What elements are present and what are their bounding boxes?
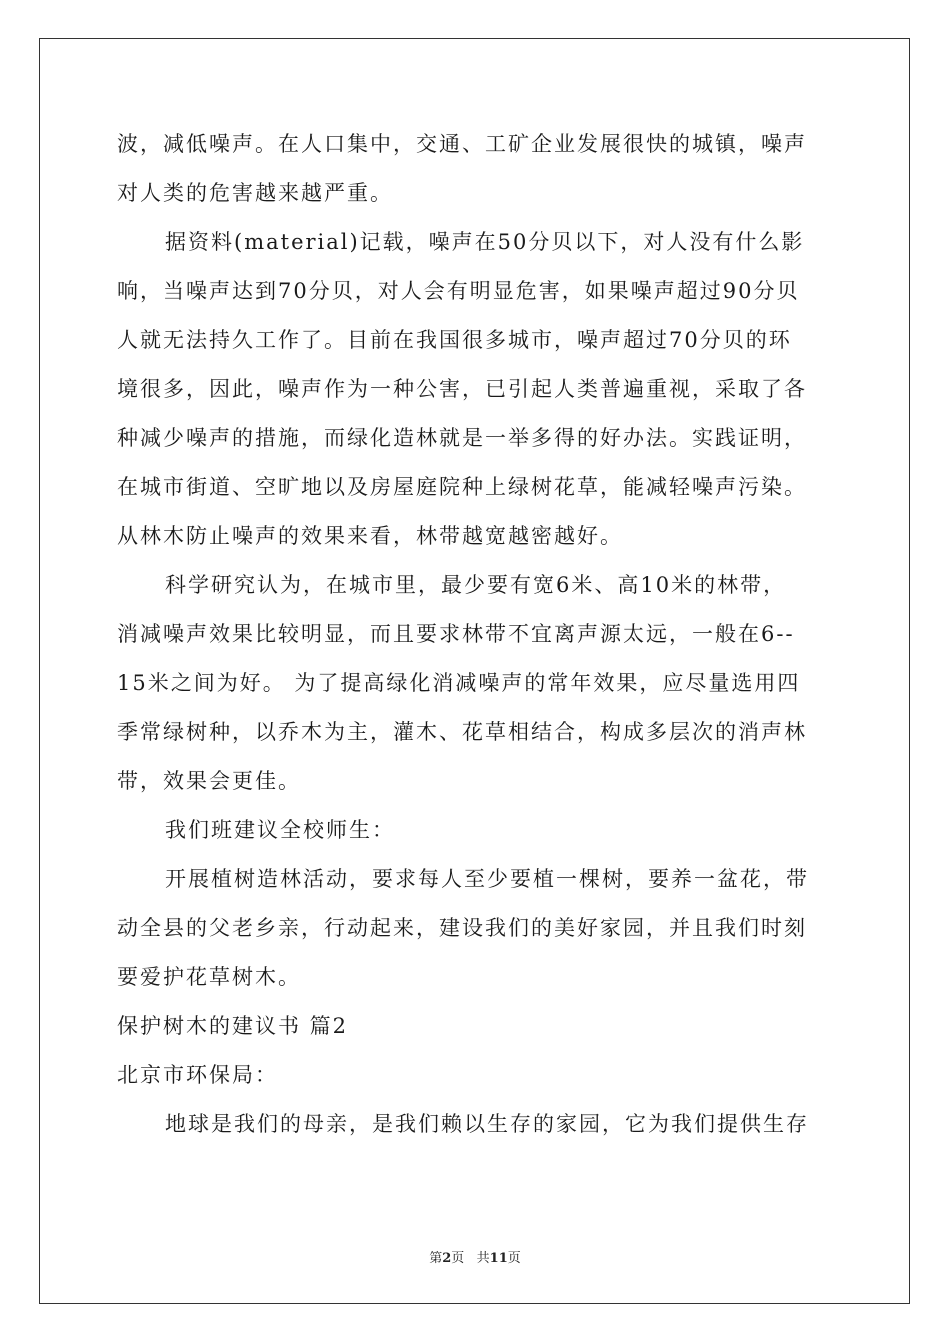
- text-line: 响，当噪声达到70分贝，对人会有明显危害，如果噪声超过90分贝: [117, 279, 800, 303]
- page-footer: [0, 1247, 950, 1266]
- text-line: 要爱护花草树木。: [117, 965, 301, 989]
- text-line: 我们班建议全校师生：: [165, 818, 395, 842]
- text-line: 带，效果会更佳。: [117, 769, 301, 793]
- salutation: 北京市环保局：: [117, 1063, 278, 1087]
- current-page-number: 2: [442, 1251, 452, 1266]
- text-line: 从林木防止噪声的效果来看，林带越宽越密越好。: [117, 524, 623, 548]
- footer-prefix: 第: [429, 1251, 443, 1266]
- text-line: 种减少噪声的措施，而绿化造林就是一举多得的好办法。实践证明，: [117, 426, 807, 450]
- text-line: 季常绿树种，以乔木为主，灌木、花草相结合，构成多层次的消声林: [117, 720, 807, 744]
- text-line: 地球是我们的母亲，是我们赖以生存的家园，它为我们提供生存: [165, 1112, 809, 1136]
- text-line: 科学研究认为，在城市里，最少要有宽6米、高10米的林带，: [165, 573, 787, 597]
- text-line: 开展植树造林活动，要求每人至少要植一棵树，要养一盆花，带: [165, 867, 809, 891]
- text-line: 消减噪声效果比较明显，而且要求林带不宜离声源太远，一般在6--: [117, 622, 795, 646]
- document-body: [117, 120, 837, 1149]
- text-line: 15米之间为好。 为了提高绿化消减噪声的常年效果，应尽量选用四: [117, 671, 801, 695]
- text-line: 对人类的危害越来越严重。: [117, 181, 393, 205]
- text-line: 境很多，因此，噪声作为一种公害，已引起人类普遍重视，采取了各: [117, 377, 807, 401]
- footer-page-suffix: 页 共: [451, 1251, 490, 1266]
- total-page-count: 11: [489, 1251, 508, 1266]
- footer-total-suffix: 页: [507, 1251, 521, 1266]
- text-line: 人就无法持久工作了。目前在我国很多城市，噪声超过70分贝的环: [117, 328, 792, 352]
- text-line: 据资料(material)记载，噪声在50分贝以下，对人没有什么影: [165, 230, 805, 254]
- text-line: 动全县的父老乡亲，行动起来，建设我们的美好家园，并且我们时刻: [117, 916, 807, 940]
- text-line: 波，减低噪声。在人口集中，交通、工矿企业发展很快的城镇，噪声: [117, 132, 807, 156]
- section-heading: 保护树木的建议书 篇2: [117, 1014, 349, 1038]
- text-line: 在城市街道、空旷地以及房屋庭院种上绿树花草，能减轻噪声污染。: [117, 475, 807, 499]
